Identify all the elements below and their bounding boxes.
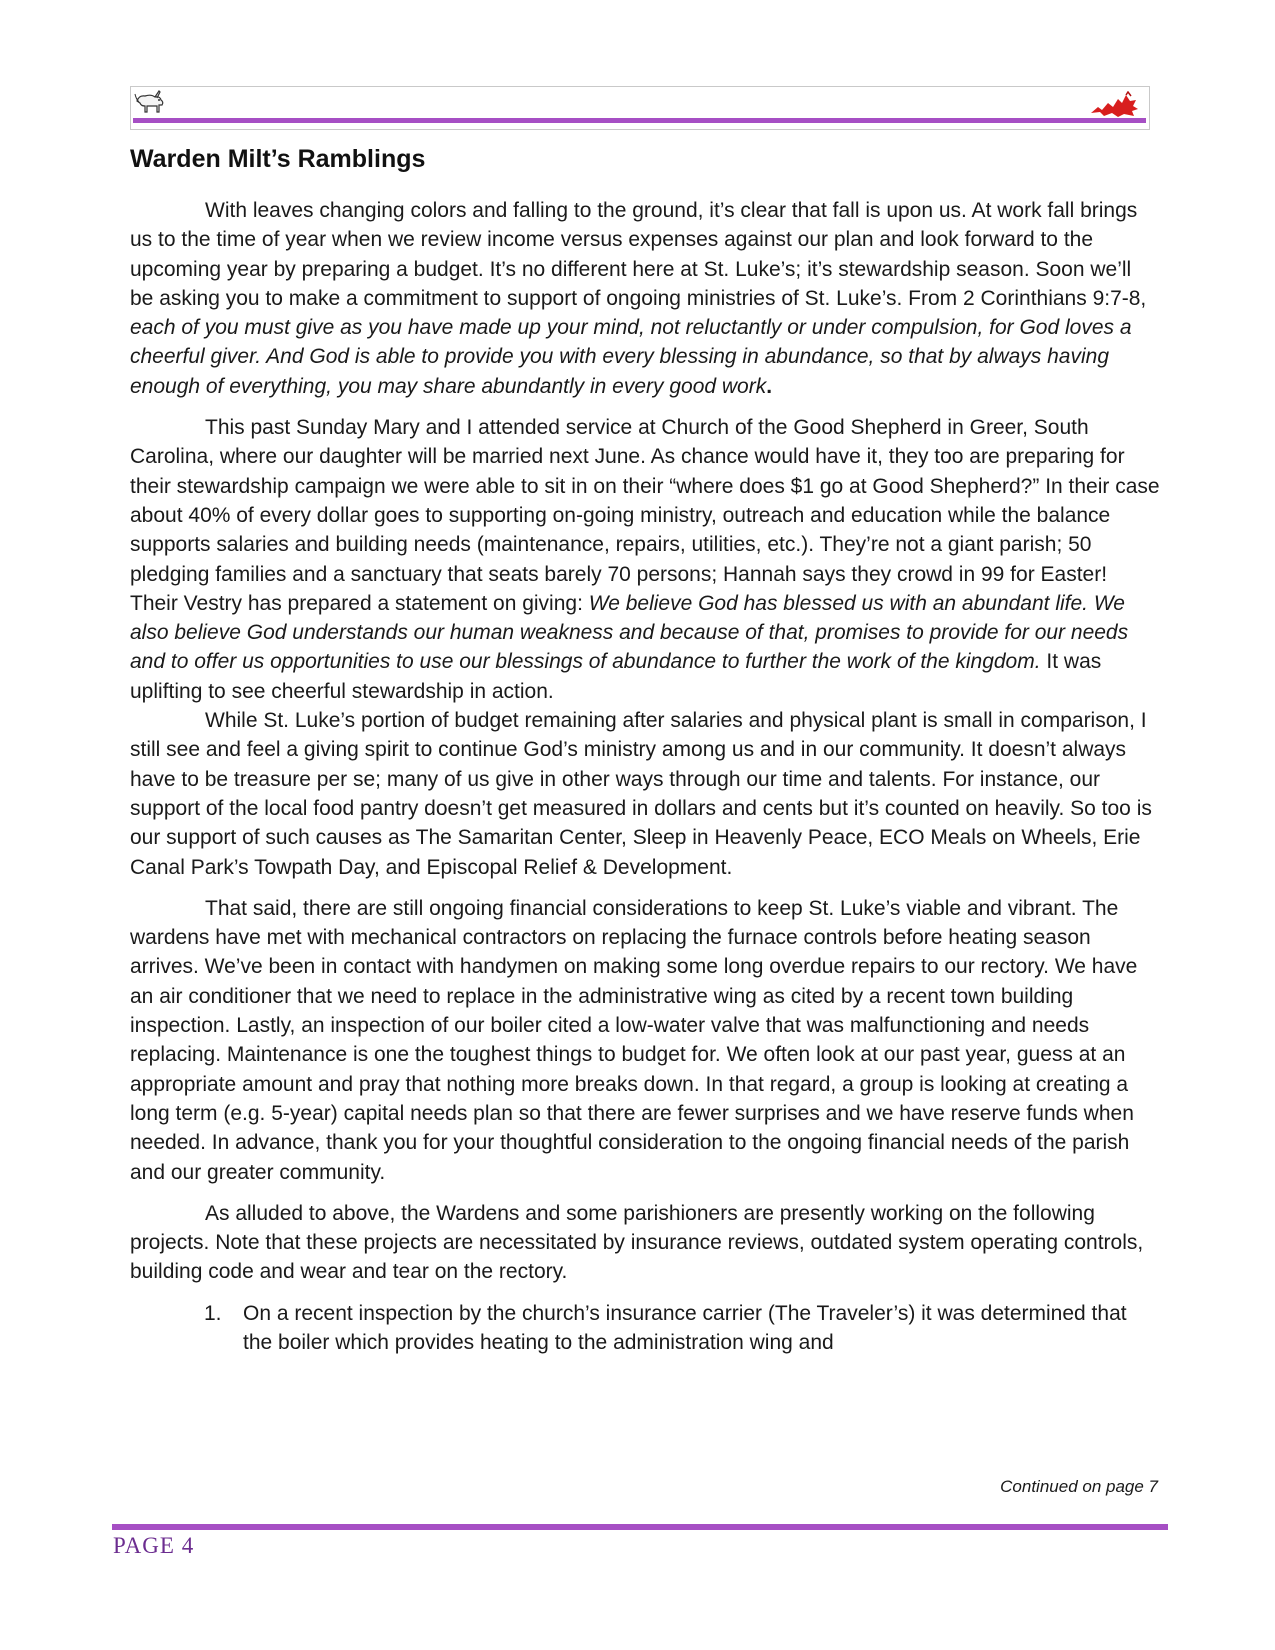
scripture-quote: each of you must give as you have made up your mind, not reluctantly or under compulsion, for God loves a cheerful giver. And God is able to provide you with every blessing in abundance, so that by always having enough of everything, you may share abundantly in every good work: [130, 316, 1132, 398]
continued-note: Continued on page 7: [1000, 1477, 1158, 1496]
header-frame: [130, 86, 1150, 130]
vestry-statement-quote: We believe God has blessed us with an abundant life. We also believe God understands our human weakness and because of that, promises to provide for our needs and to offer us opportunities to use our blessings of abundance to further the work of the kingdom.: [130, 591, 1129, 674]
header-accent-rule: [133, 118, 1146, 123]
paragraph-1: With leaves changing colors and falling to the ground, it’s clear that fall is upon us. At work fall brings us to the time of year when we review income versus expenses against our plan and look forward to the upcoming year by preparing a budget. It’s no different here at St. Luke’s; it’s stewardship season. Soon we’ll be asking you to make a commitment to support of ongoing ministries of St. Luke’s. From 2 Corinthians 9:7-8, each of you must give as you have made up your mind, not reluctantly or under compulsion, for God loves a cheerful giver. And God is able to provide you with every blessing in abundance, so that by always having enough of everything, you may share abundantly in every good work.: [130, 199, 1147, 398]
paragraph-5: As alluded to above, the Wardens and some parishioners are presently working on the following projects. Note that these projects are necessitated by insurance reviews, outdated system operating controls, building code and wear and tear on the rectory.: [130, 1201, 1144, 1284]
lamb-icon: [133, 89, 167, 120]
paragraph-4: That said, there are still ongoing financial considerations to keep St. Luke’s viable and vibrant. The wardens have met with mechanical contractors on replacing the furnace controls before heating season arrives. We’ve been in contact with handymen on making some long overdue repairs to our rectory. We have an air conditioner that we need to replace in the administrative wing as cited by a recent town building inspection. Lastly, an inspection of our boiler cited a low-water valve that was malfunctioning and needs replacing. Maintenance is one the toughest things to budget for. We often look at our past year, guess at an appropriate amount and pray that nothing more breaks down. In that regard, a group is looking at creating a long term (e.g. 5-year) capital needs plan so that there are fewer surprises and we have reserve funds when needed. In advance, thank you for your thoughtful consideration to the ongoing financial needs of the parish and our greater community.: [130, 896, 1138, 1184]
list-item: 1. On a recent inspection by the church’s insurance carrier (The Traveler’s) it was determined that the boiler which provides heating to the administration wing and: [204, 1301, 1127, 1354]
article-body: [130, 196, 1160, 1357]
paragraph-3: While St. Luke’s portion of budget remaining after salaries and physical plant is small in comparison, I still see and feel a giving spirit to continue God’s ministry among us and in our community. It doesn’t always have to be treasure per se; many of us give in other ways through our time and talents. For instance, our support of the local food pantry doesn’t get measured in dollars and cents but it’s counted on heavily. So too is our support of such causes as The Samaritan Center, Sleep in Heavenly Peace, ECO Meals on Wheels, Erie Canal Park’s Towpath Day, and Episcopal Relief & Development.: [130, 709, 1152, 879]
article-title: Warden Milt’s Ramblings: [130, 145, 426, 173]
page-number: PAGE 4: [113, 1533, 195, 1558]
paragraph-2: This past Sunday Mary and I attended service at Church of the Good Shepherd in Greer, South Carolina, where our daughter will be married next June. As chance would have it, they too are preparing for their stewardship campaign we were able to sit in on their “where does $1 go at Good Shepherd?” In their case about 40% of every dollar goes to supporting on-going ministry, outreach and education while the balance supports salaries and building needs (maintenance, repairs, utilities, etc.). They’re not a giant parish; 50 pledging families and a sanctuary that seats barely 70 persons; Hannah says they crowd in 99 for Easter! Their Vestry has prepared a statement on giving: We believe God has blessed us with an abundant life. We also believe God understands our human weakness and because of that, promises to provide for our needs and to offer us opportunities to use our blessings of abundance to further the work of the kingdom. It was uplifting to see cheerful stewardship in action.: [130, 416, 1160, 703]
projects-list: [130, 1299, 1160, 1358]
footer-accent-rule: [112, 1524, 1168, 1530]
